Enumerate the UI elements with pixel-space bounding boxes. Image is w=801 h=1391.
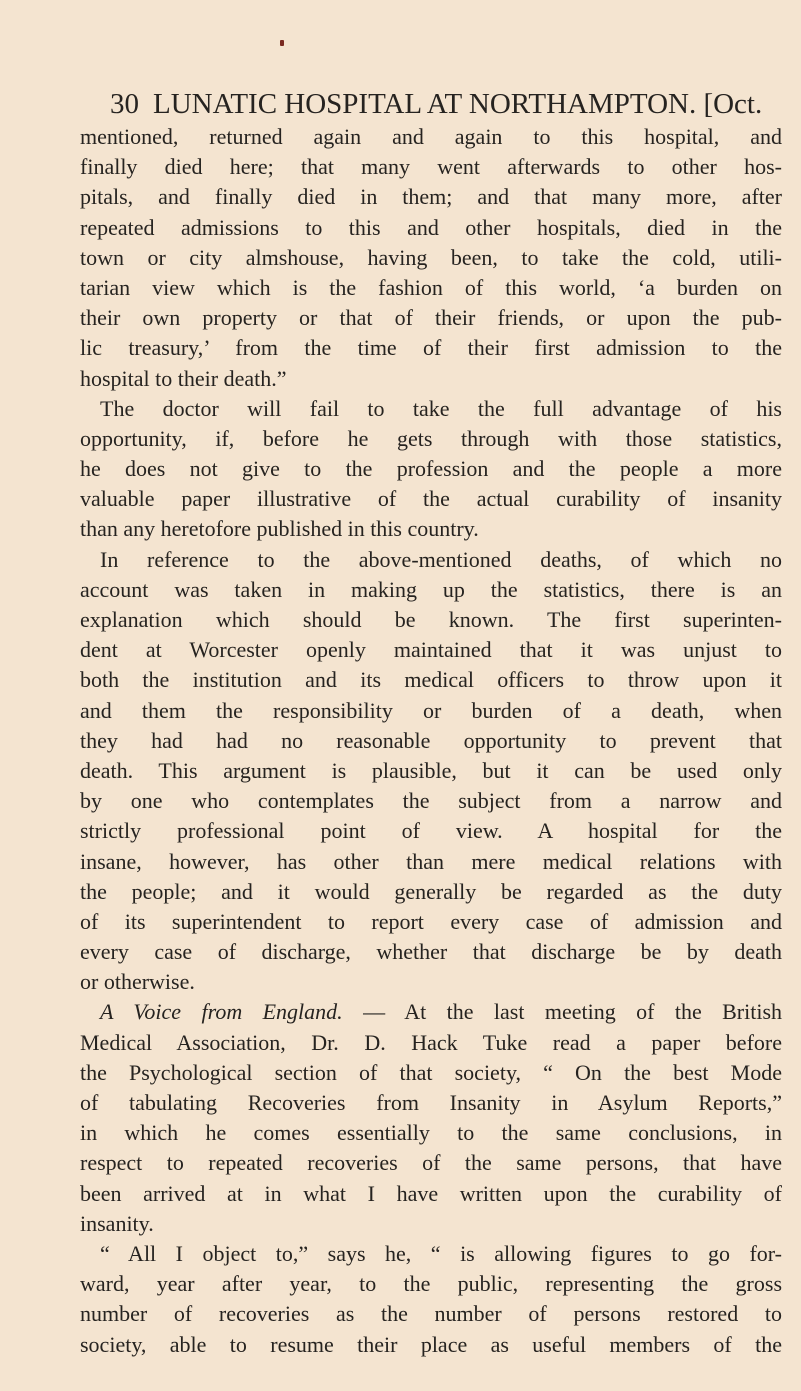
text-line — [80, 1088, 782, 1118]
text-line — [80, 394, 782, 424]
text-line — [80, 1209, 782, 1239]
text-line — [80, 847, 782, 877]
line-text: Medical Association, Dr. D. Hack Tuke read a paper before — [80, 1029, 782, 1055]
line-text: strictly professional point of view. A hospital for the — [80, 818, 782, 844]
line-text: and them the responsibility or burden of a death, when — [80, 697, 782, 723]
line-text: been arrived at in what I have written upon the curability of — [80, 1180, 782, 1206]
text-line — [80, 152, 782, 182]
line-text: they had had no reasonable opportunity to prevent that — [80, 727, 782, 753]
text-line — [80, 635, 782, 665]
line-text: “ All I object to,” says he, “ is allowing figures to go for- — [100, 1240, 782, 1266]
text-line — [80, 243, 782, 273]
line-text: dent at Worcester openly maintained that it was unjust to — [80, 637, 782, 663]
text-line — [80, 997, 782, 1027]
text-line — [80, 877, 782, 907]
page-number: 30 — [110, 88, 139, 120]
text-line — [80, 484, 782, 514]
text-line — [80, 213, 782, 243]
line-text: their own property or that of their friends, or upon the pub- — [80, 305, 782, 331]
line-text: hospital to their death.” — [80, 365, 287, 391]
line-text: tarian view which is the fashion of this world, ‘a burden on — [80, 274, 782, 300]
line-text: account was taken in making up the statistics, there is an — [80, 576, 782, 602]
line-text: — At the last meeting of the British — [342, 999, 783, 1025]
line-text: repeated admissions to this and other hospitals, died in the — [80, 214, 782, 240]
line-text: respect to repeated recoveries of the same persons, that have — [80, 1150, 782, 1176]
line-text: In reference to the above-mentioned deaths, of which no — [100, 546, 782, 572]
text-line — [80, 333, 782, 363]
text-line — [80, 1028, 782, 1058]
body-text — [80, 122, 782, 1360]
text-line — [80, 967, 782, 997]
line-text: the Psychological section of that society, “ On the best Mode — [80, 1059, 782, 1085]
running-title: LUNATIC HOSPITAL AT NORTHAMPTON. [Oct. — [153, 88, 763, 120]
text-line — [80, 575, 782, 605]
text-line — [80, 605, 782, 635]
text-line — [80, 665, 782, 695]
line-text: The doctor will fail to take the full advantage of his — [100, 395, 782, 421]
line-text: mentioned, returned again and again to this hospital, and — [80, 124, 782, 149]
line-text: of its superintendent to report every case of admission and — [80, 908, 782, 934]
text-line — [80, 454, 782, 484]
line-text: finally died here; that many went afterwards to other hos- — [80, 154, 782, 180]
line-text: society, able to resume their place as useful members of the — [80, 1331, 782, 1357]
text-line — [80, 1148, 782, 1178]
line-text: explanation which should be known. The first superinten- — [80, 607, 782, 632]
line-text: insane, however, has other than mere medical relations with — [80, 848, 782, 874]
italic-heading: A Voice from England. — [100, 999, 343, 1025]
line-text: valuable paper illustrative of the actual curability of insanity — [80, 486, 782, 512]
text-line — [80, 182, 782, 212]
text-line — [80, 364, 782, 394]
text-line — [80, 514, 782, 544]
line-text: of tabulating Recoveries from Insanity in Asylum Reports,” — [80, 1090, 782, 1115]
line-text: the people; and it would generally be regarded as the duty — [80, 878, 782, 904]
text-line — [80, 1330, 782, 1360]
text-line — [80, 1118, 782, 1148]
line-text: pitals, and finally died in them; and that many more, after — [80, 184, 782, 210]
text-line — [80, 816, 782, 846]
ink-speck — [280, 40, 284, 46]
text-line — [80, 696, 782, 726]
text-line — [80, 303, 782, 333]
line-text: by one who contemplates the subject from a narrow and — [80, 788, 782, 814]
line-text: number of recoveries as the number of persons restored to — [80, 1301, 782, 1327]
text-line — [80, 122, 782, 152]
line-text: death. This argument is plausible, but it can be used only — [80, 757, 782, 783]
line-text: town or city almshouse, having been, to take the cold, utili- — [80, 244, 782, 270]
text-line — [80, 1269, 782, 1299]
line-text: lic treasury,’ from the time of their first admission to the — [80, 335, 782, 361]
line-text: than any heretofore published in this country. — [80, 516, 479, 542]
text-line — [80, 937, 782, 967]
line-text: every case of discharge, whether that discharge be by death — [80, 939, 782, 965]
line-text: ward, year after year, to the public, representing the gross — [80, 1271, 782, 1297]
line-text: insanity. — [80, 1210, 154, 1236]
text-line — [80, 726, 782, 756]
text-line — [80, 1058, 782, 1088]
line-text: in which he comes essentially to the same conclusions, in — [80, 1120, 782, 1146]
line-text: or otherwise. — [80, 969, 195, 995]
text-line — [80, 1239, 782, 1269]
text-line — [80, 545, 782, 575]
line-text: he does not give to the profession and the people a more — [80, 456, 782, 482]
text-line — [80, 1299, 782, 1329]
line-text: both the institution and its medical officers to throw upon it — [80, 667, 782, 693]
text-line — [80, 907, 782, 937]
text-line — [80, 756, 782, 786]
line-text: opportunity, if, before he gets through with those statistics, — [80, 425, 782, 451]
text-line — [80, 424, 782, 454]
text-line — [80, 1179, 782, 1209]
running-header — [110, 88, 790, 120]
text-line — [80, 273, 782, 303]
text-line — [80, 786, 782, 816]
